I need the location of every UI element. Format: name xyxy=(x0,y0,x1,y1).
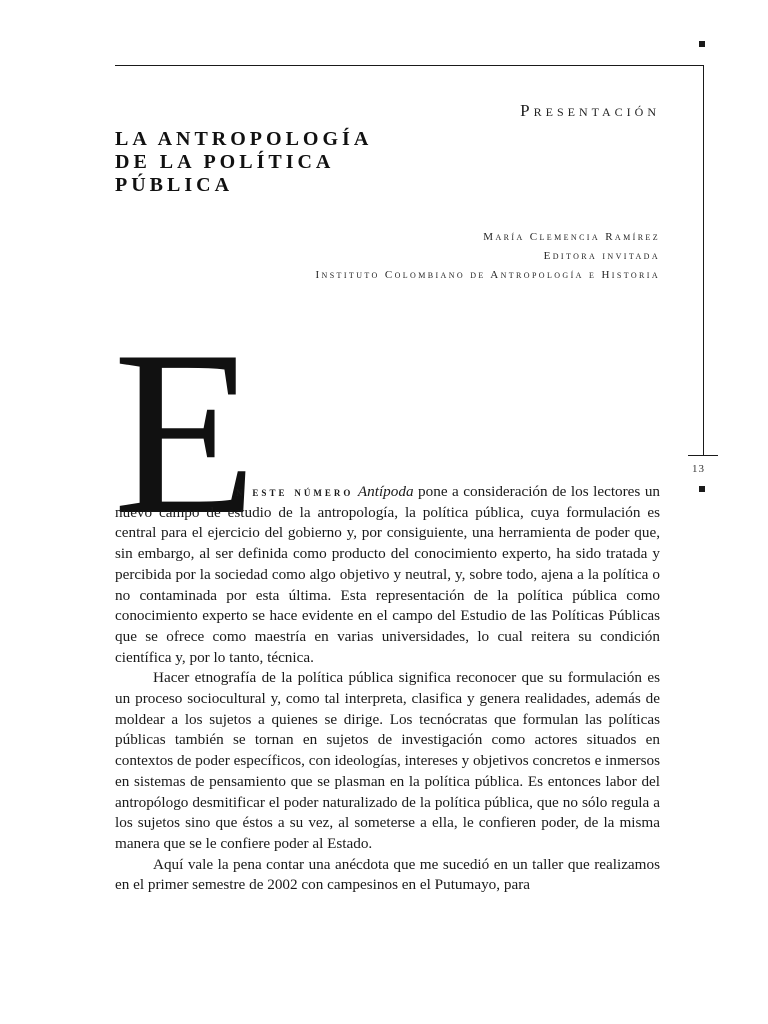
title-line: DE LA POLÍTICA xyxy=(115,151,335,173)
title-line: PÚBLICA xyxy=(115,174,234,196)
article-body xyxy=(115,482,660,896)
title-line: LA ANTROPOLOGÍA xyxy=(115,128,373,150)
margin-rule xyxy=(703,65,704,455)
ornament-square-page xyxy=(699,486,705,492)
paragraph: Hacer etnografía de la política pública significa reconocer que su formulación es un proceso sociocultural y, como tal interpreta, clasifica y genera realidades, además de moldear a los sujetos a quienes se dirige. Los tecnócratas que formulan las políticas públicas también se tornan en sujetos de investigación como actores situados en contextos de poder específicos, con ideologías, intereses y objetivos concretos e inmersos en sistemas de pensamiento que se plasman en la política pública. Es entonces labor del antropólogo desmitificar el poder naturalizado de la política pública, que no sólo regula a los sujetos sino que éstos a su vez, al someterse a ella, le confieren poder, de la misma manera que se le confiere poder al Estado. xyxy=(115,669,660,852)
drop-cap: E xyxy=(113,303,258,564)
lead-in: n este número xyxy=(236,484,354,499)
page-number: 13 xyxy=(692,463,705,475)
journal-name: Antípoda xyxy=(357,483,414,500)
paragraph-text: pone a consideración de los lectores un nuevo campo de estudio de la antropología, la política pública, cuya formulación es central para el ejercicio del gobierno y, por consiguiente, una herramienta de poder que, sin embargo, al ser definida como producto del conocimiento experto, ha sido tratada y percibida por la sociedad como algo objetivo y neutral, y, sobre todo, ajena a la política o no contaminada por esta última. Esta representación de la política pública como conocimiento experto se hace evidente en el campo del Estudio de las Políticas Públicas que se ofrece como maestría en varias universidades, lo cual reitera su condición científica y, por lo tanto, técnica. xyxy=(115,483,661,666)
paragraph: Aquí vale la pena contar una anécdota que me sucedió en un taller que realizamos en el primer semestre de 2002 con campesinos en el Putumayo, para xyxy=(115,855,660,894)
header-rule xyxy=(115,65,704,66)
section-heading: Presentación xyxy=(520,101,660,120)
article-title xyxy=(115,128,372,197)
author-role: Editora invitada xyxy=(543,250,660,262)
byline xyxy=(315,228,660,285)
author-name: María Clemencia Ramírez xyxy=(483,231,660,243)
paragraph xyxy=(115,482,660,668)
ornament-square-top xyxy=(699,41,705,47)
author-institution: Instituto Colombiano de Antropología e Historia xyxy=(315,269,660,281)
page-number-rule xyxy=(688,455,718,456)
